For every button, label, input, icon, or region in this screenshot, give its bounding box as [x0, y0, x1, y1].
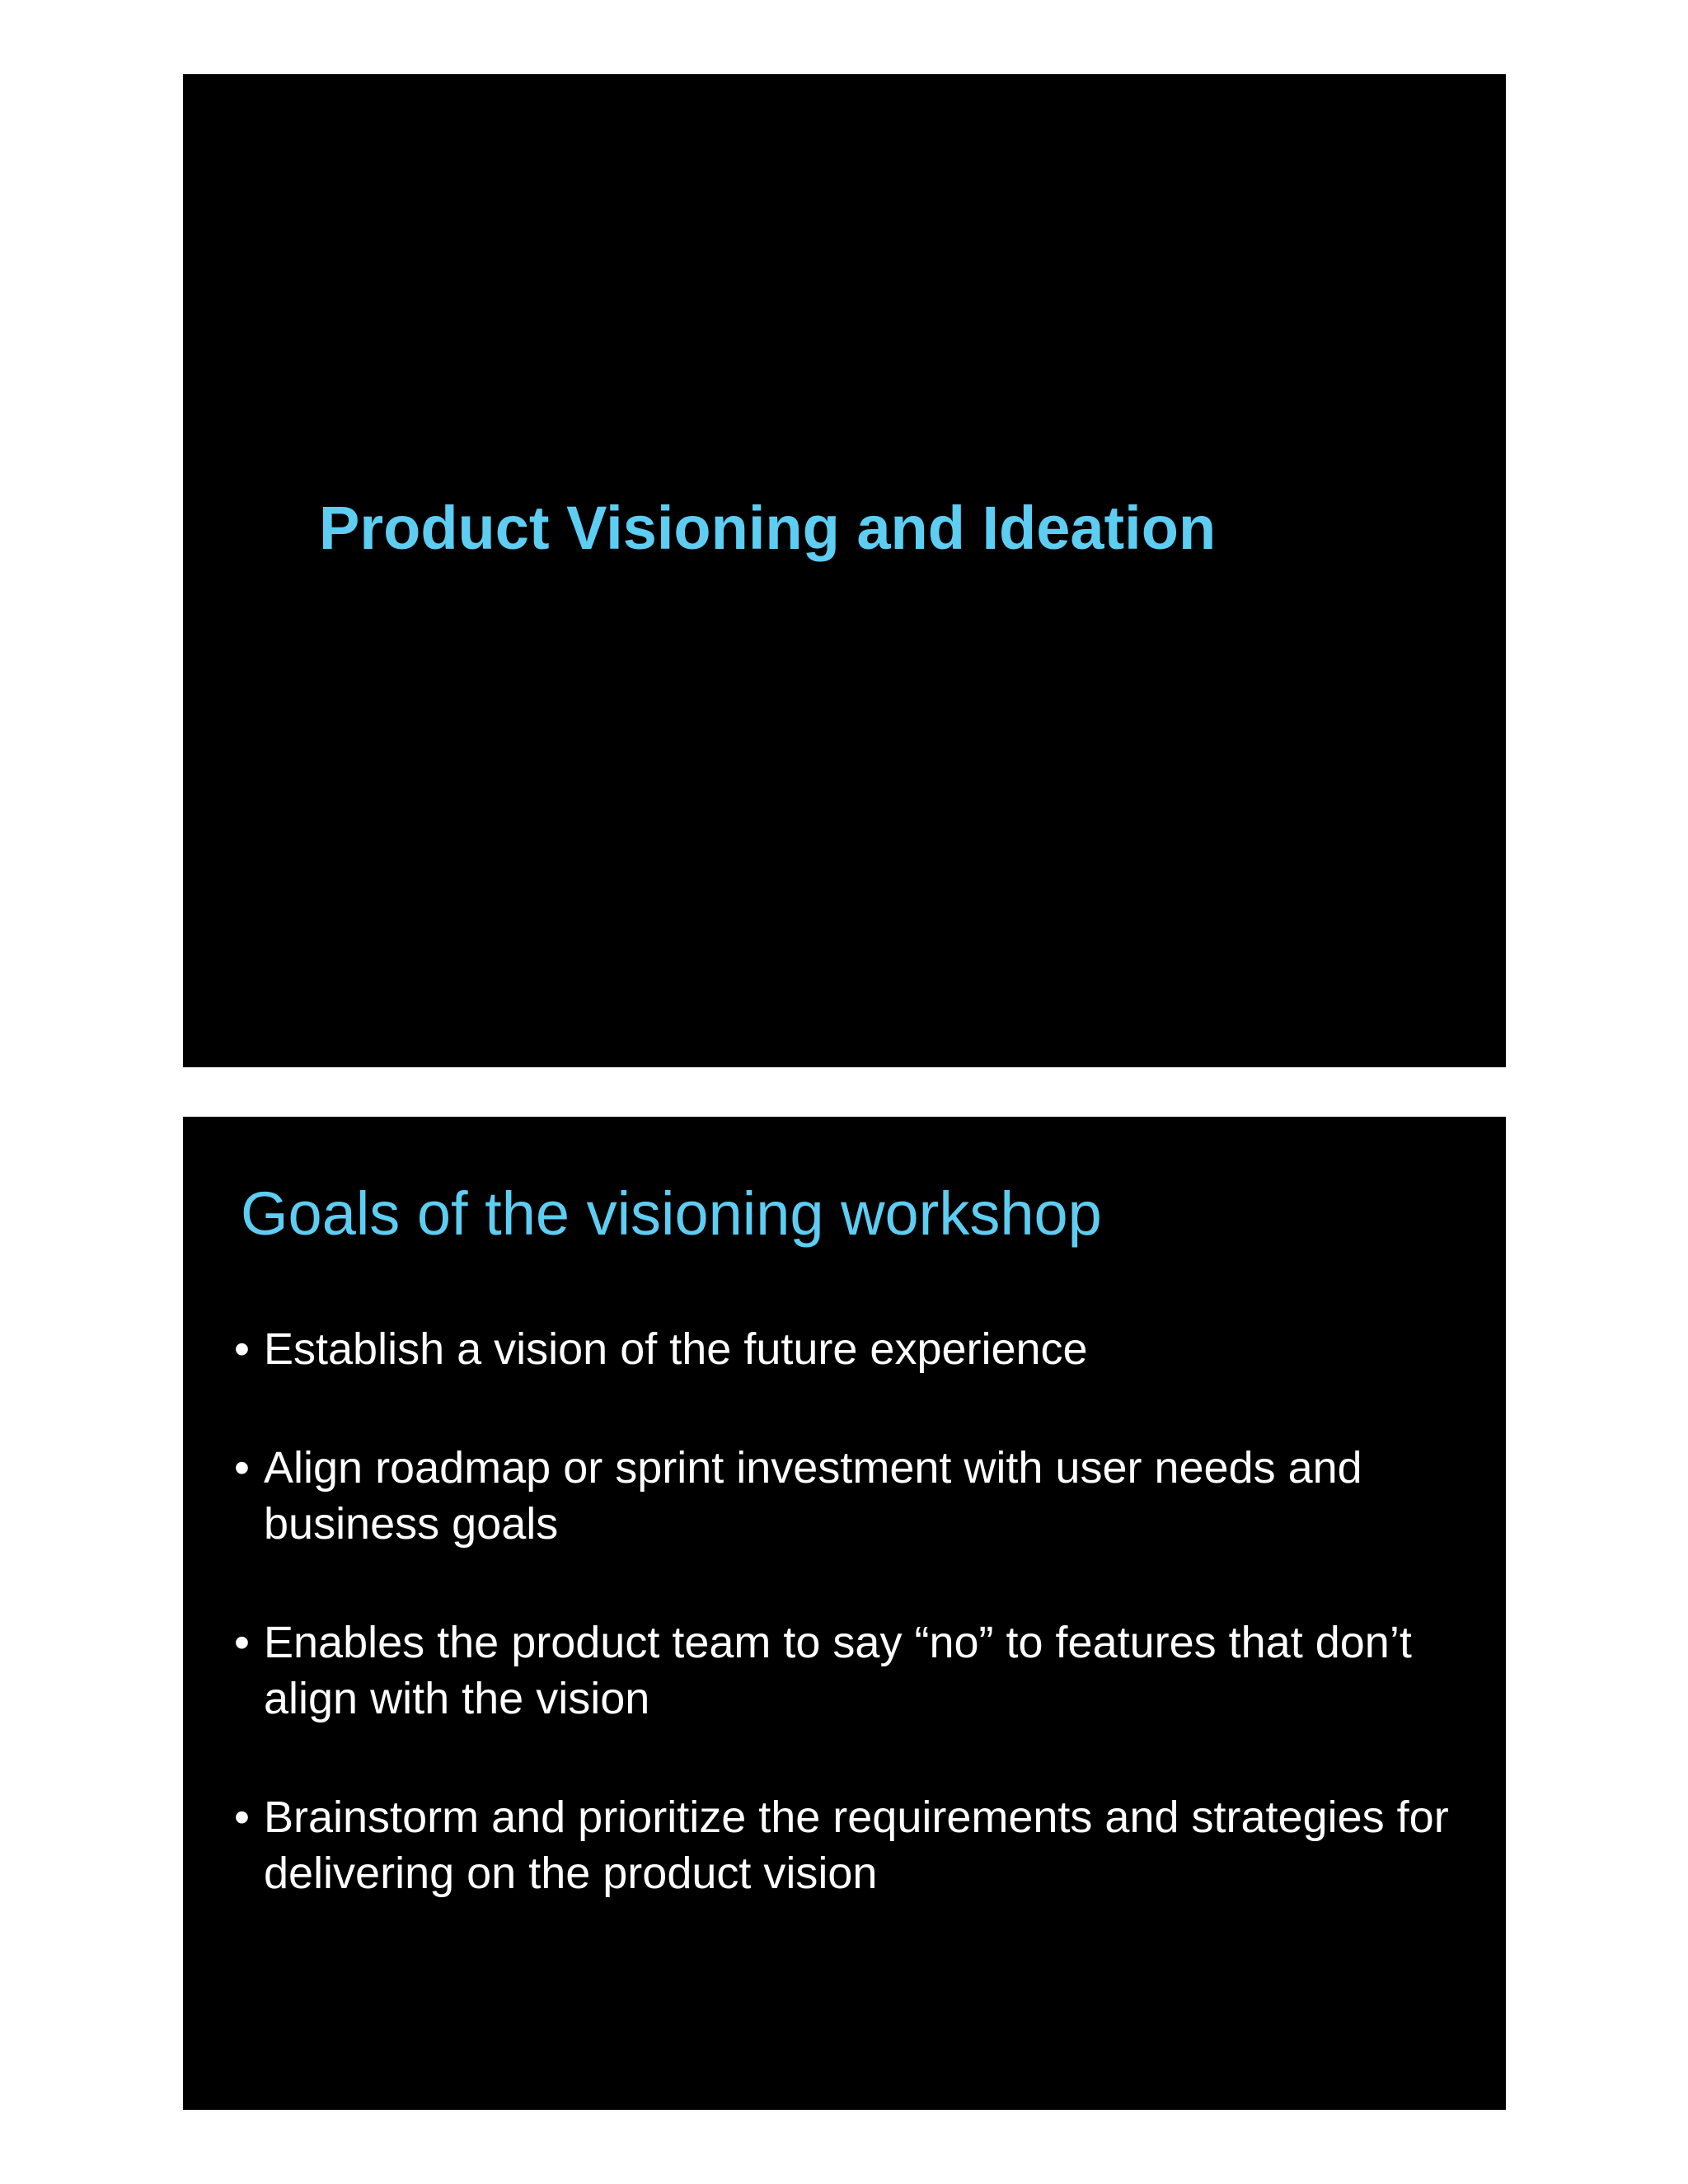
bullet-item	[234, 1615, 1470, 1727]
slide-2-title: Goals of the visioning workshop	[241, 1179, 1102, 1248]
bullet-text: Establish a vision of the future experience	[264, 1324, 1088, 1374]
bullet-icon: •	[234, 1324, 250, 1374]
bullet-icon: •	[234, 1793, 250, 1842]
bullet-item	[234, 1440, 1470, 1552]
bullet-text: Brainstorm and prioritize the requirements and strategies for delivering on the product vision	[264, 1793, 1449, 1898]
slide-1-title: Product Visioning and Ideation	[319, 494, 1217, 562]
bullet-icon: •	[234, 1443, 250, 1493]
bullet-text: Enables the product team to say “no” to features that don’t align with the vision	[264, 1618, 1412, 1723]
bullet-item	[234, 1321, 1470, 1377]
bullet-item	[234, 1789, 1470, 1901]
slide-title	[183, 74, 1506, 1067]
bullet-icon: •	[234, 1618, 250, 1667]
slide-goals	[183, 1117, 1506, 2110]
goals-bullet-list	[234, 1321, 1470, 1964]
bullet-text: Align roadmap or sprint investment with user needs and business goals	[264, 1443, 1362, 1549]
